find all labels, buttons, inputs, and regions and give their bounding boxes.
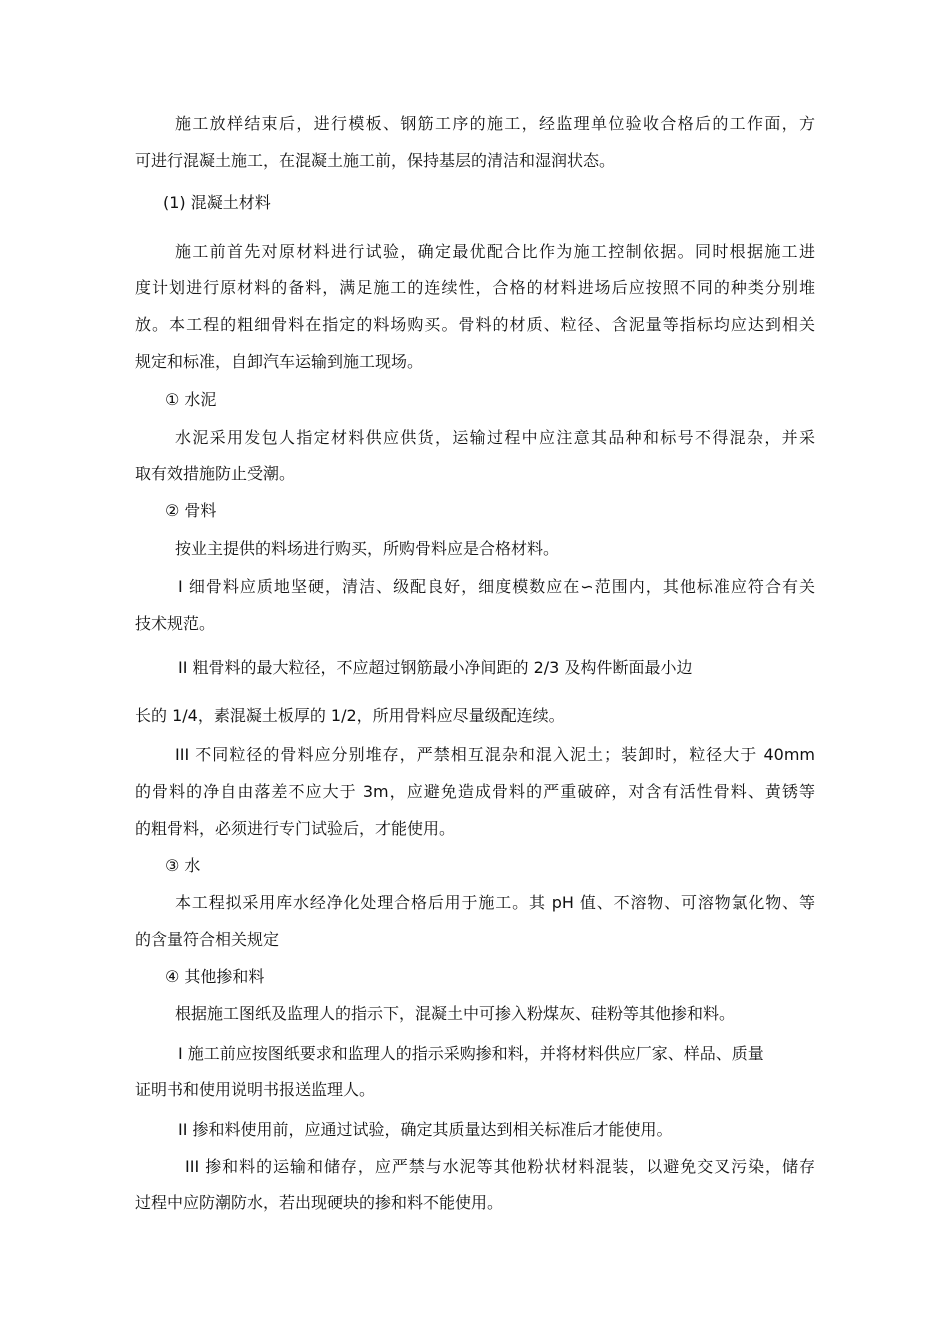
paragraph-line: III 掺和料的运输和储存，应严禁与水泥等其他粉状材料混装，以避免交叉污染，储存 bbox=[185, 1157, 815, 1176]
subsection-heading: ② 骨料 bbox=[165, 501, 217, 520]
paragraph-line: 的含量符合相关规定 bbox=[135, 930, 280, 949]
paragraph-line: 的粗骨料，必须进行专门试验后，才能使用。 bbox=[135, 819, 456, 838]
paragraph-line: 水泥采用发包人指定材料供应供货，运输过程中应注意其品种和标号不得混杂，并采 bbox=[175, 428, 815, 447]
paragraph-line: 证明书和使用说明书报送监理人。 bbox=[135, 1080, 376, 1099]
paragraph-line: 放。本工程的粗细骨料在指定的料场购买。骨料的材质、粒径、含泥量等指标均应达到相关 bbox=[135, 315, 815, 334]
paragraph-line: 过程中应防潮防水，若出现硬块的掺和料不能使用。 bbox=[135, 1193, 504, 1212]
paragraph-line: 施工放样结束后，进行模板、钢筋工序的施工，经监理单位验收合格后的工作面，方 bbox=[175, 114, 815, 133]
paragraph-line: 本工程拟采用库水经净化处理合格后用于施工。其 pH 值、不溶物、可溶物氯化物、等 bbox=[175, 893, 815, 912]
paragraph-line: 根据施工图纸及监理人的指示下，混凝土中可掺入粉煤灰、硅粉等其他掺和料。 bbox=[175, 1004, 736, 1023]
paragraph-line: II 掺和料使用前，应通过试验，确定其质量达到相关标准后才能使用。 bbox=[178, 1120, 673, 1139]
paragraph-line: III 不同粒径的骨料应分别堆存，严禁相互混杂和混入泥土；装卸时，粒径大于 40mm bbox=[175, 745, 815, 764]
subsection-heading: ① 水泥 bbox=[165, 390, 217, 409]
paragraph-line: 的骨料的净自由落差不应大于 3m，应避免造成骨料的严重破碎，对含有活性骨料、黄锈等 bbox=[135, 782, 815, 801]
paragraph-line: 规定和标准，自卸汽车运输到施工现场。 bbox=[135, 352, 424, 371]
paragraph-line: 技术规范。 bbox=[135, 614, 216, 633]
subsection-heading: ④ 其他掺和料 bbox=[165, 967, 265, 986]
paragraph-line: 长的 1/4，素混凝土板厚的 1/2，所用骨料应尽量级配连续。 bbox=[135, 706, 565, 725]
section-heading: (1) 混凝土材料 bbox=[163, 193, 271, 212]
paragraph-line: 度计划进行原材料的备料，满足施工的连续性，合格的材料进场后应按照不同的种类分别堆 bbox=[135, 278, 815, 297]
paragraph-line: 按业主提供的料场进行购买，所购骨料应是合格材料。 bbox=[175, 539, 560, 558]
paragraph-line: 可进行混凝土施工，在混凝土施工前，保持基层的清洁和湿润状态。 bbox=[135, 151, 616, 170]
subsection-heading: ③ 水 bbox=[165, 856, 201, 875]
paragraph-line: I 施工前应按图纸要求和监理人的指示采购掺和料，并将材料供应厂家、样品、质量 bbox=[178, 1044, 764, 1063]
paragraph-line: I 细骨料应质地坚硬，清洁、级配良好，细度模数应在∽范围内，其他标准应符合有关 bbox=[178, 577, 815, 596]
paragraph-line: 取有效措施防止受潮。 bbox=[135, 464, 296, 483]
paragraph-line: II 粗骨料的最大粒径，不应超过钢筋最小净间距的 2/3 及构件断面最小边 bbox=[178, 658, 693, 677]
paragraph-line: 施工前首先对原材料进行试验，确定最优配合比作为施工控制依据。同时根据施工进 bbox=[175, 242, 815, 261]
